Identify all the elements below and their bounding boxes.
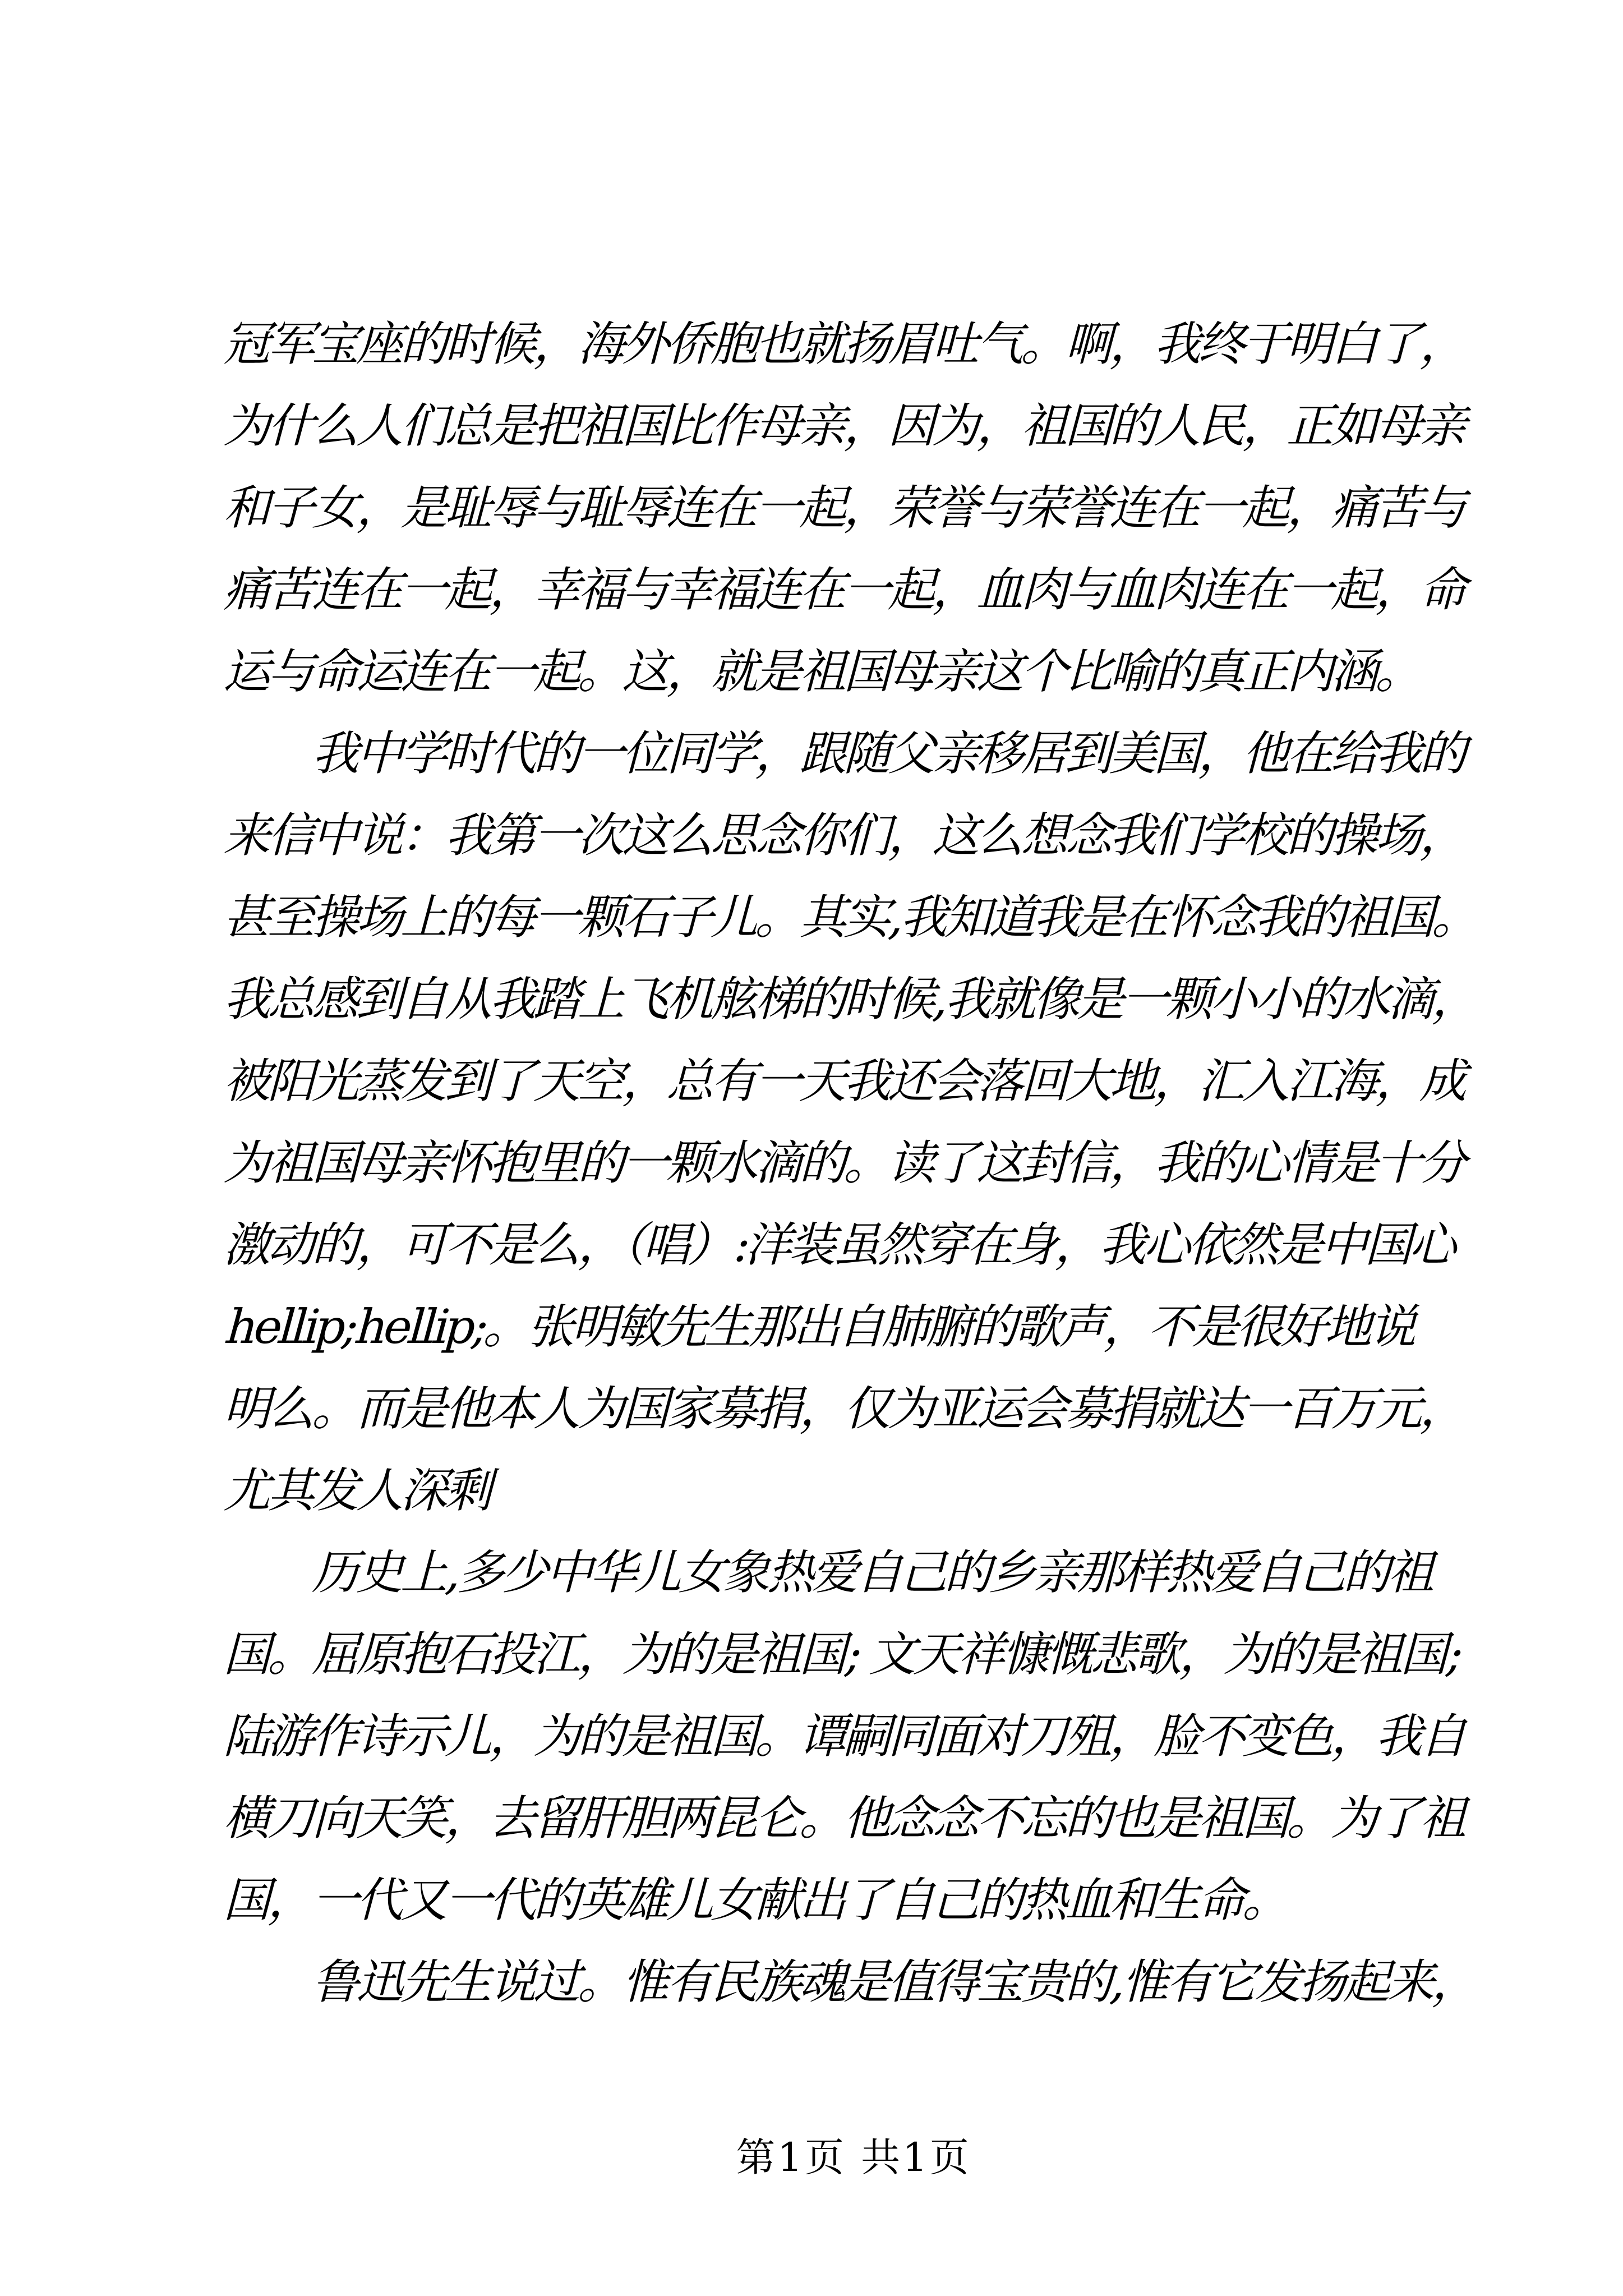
text-line: 陆游作诗示儿，为的是祖国。谭嗣同面对刀殂，脸不变色，我自 <box>220 1709 1476 1764</box>
page-footer: 第1页 共1页 <box>736 2134 971 2180</box>
text-line: 明么。而是他本人为国家募捐，仅为亚运会募捐就达一百万元， <box>220 1381 1476 1436</box>
text-line: 来信中说：我第一次这么思念你们，这么想念我们学校的操场， <box>220 808 1476 863</box>
text-line: 为什么人们总是把祖国比作母亲，因为，祖国的人民，正如母亲 <box>220 398 1476 453</box>
text-line: 横刀向天笑，去留肝胆两昆仑。他念念不忘的也是祖国。为了祖 <box>220 1791 1476 1846</box>
text-line: 甚至操场上的每一颗石子儿。其实,我知道我是在怀念我的祖国。 <box>220 890 1488 945</box>
text-line: 我总感到自从我踏上飞机舷梯的时候,我就像是一颗小小的水滴， <box>220 972 1488 1027</box>
text-line: hellip;hellip;。张明敏先生那出自肺腑的歌声，不是很好地说 <box>220 1299 1425 1354</box>
text-line: 运与命运连在一起。这，就是祖国母亲这个比喻的真正内涵。 <box>220 644 1431 699</box>
text-line: 和子女，是耻辱与耻辱连在一起，荣誉与荣誉连在一起，痛苦与 <box>220 480 1476 535</box>
text-line: 被阳光蒸发到了天空，总有一天我还会落回大地，汇入江海，成 <box>220 1053 1476 1108</box>
text-line: 鲁迅先生说过。惟有民族魂是值得宝贵的,惟有它发扬起来， <box>220 1954 1488 2009</box>
text-line: 痛苦连在一起，幸福与幸福连在一起，血肉与血肉连在一起，命 <box>220 562 1476 617</box>
document-body <box>220 303 1487 2023</box>
text-line: 国。屈原抱石投江，为的是祖国; 文天祥慷慨悲歌，为的是祖国; <box>220 1627 1470 1682</box>
text-line: 我中学时代的一位同学，跟随父亲移居到美国，他在给我的 <box>220 726 1476 781</box>
text-line: 冠军宝座的时候，海外侨胞也就扬眉吐气。啊，我终于明白了， <box>220 316 1476 371</box>
text-line: 为祖国母亲怀抱里的一颗水滴的。读了这封信，我的心情是十分 <box>220 1135 1476 1190</box>
text-line: 历史上,多少中华儿女象热爱自己的乡亲那样热爱自己的祖 <box>220 1545 1444 1600</box>
text-line: 激动的，可不是么，（唱）:洋装虽然穿在身，我心依然是中国心 <box>220 1217 1465 1272</box>
text-line: 国，一代又一代的英雄儿女献出了自己的热血和生命。 <box>220 1872 1298 1927</box>
text-line: 尤其发人深剩 <box>220 1463 501 1518</box>
